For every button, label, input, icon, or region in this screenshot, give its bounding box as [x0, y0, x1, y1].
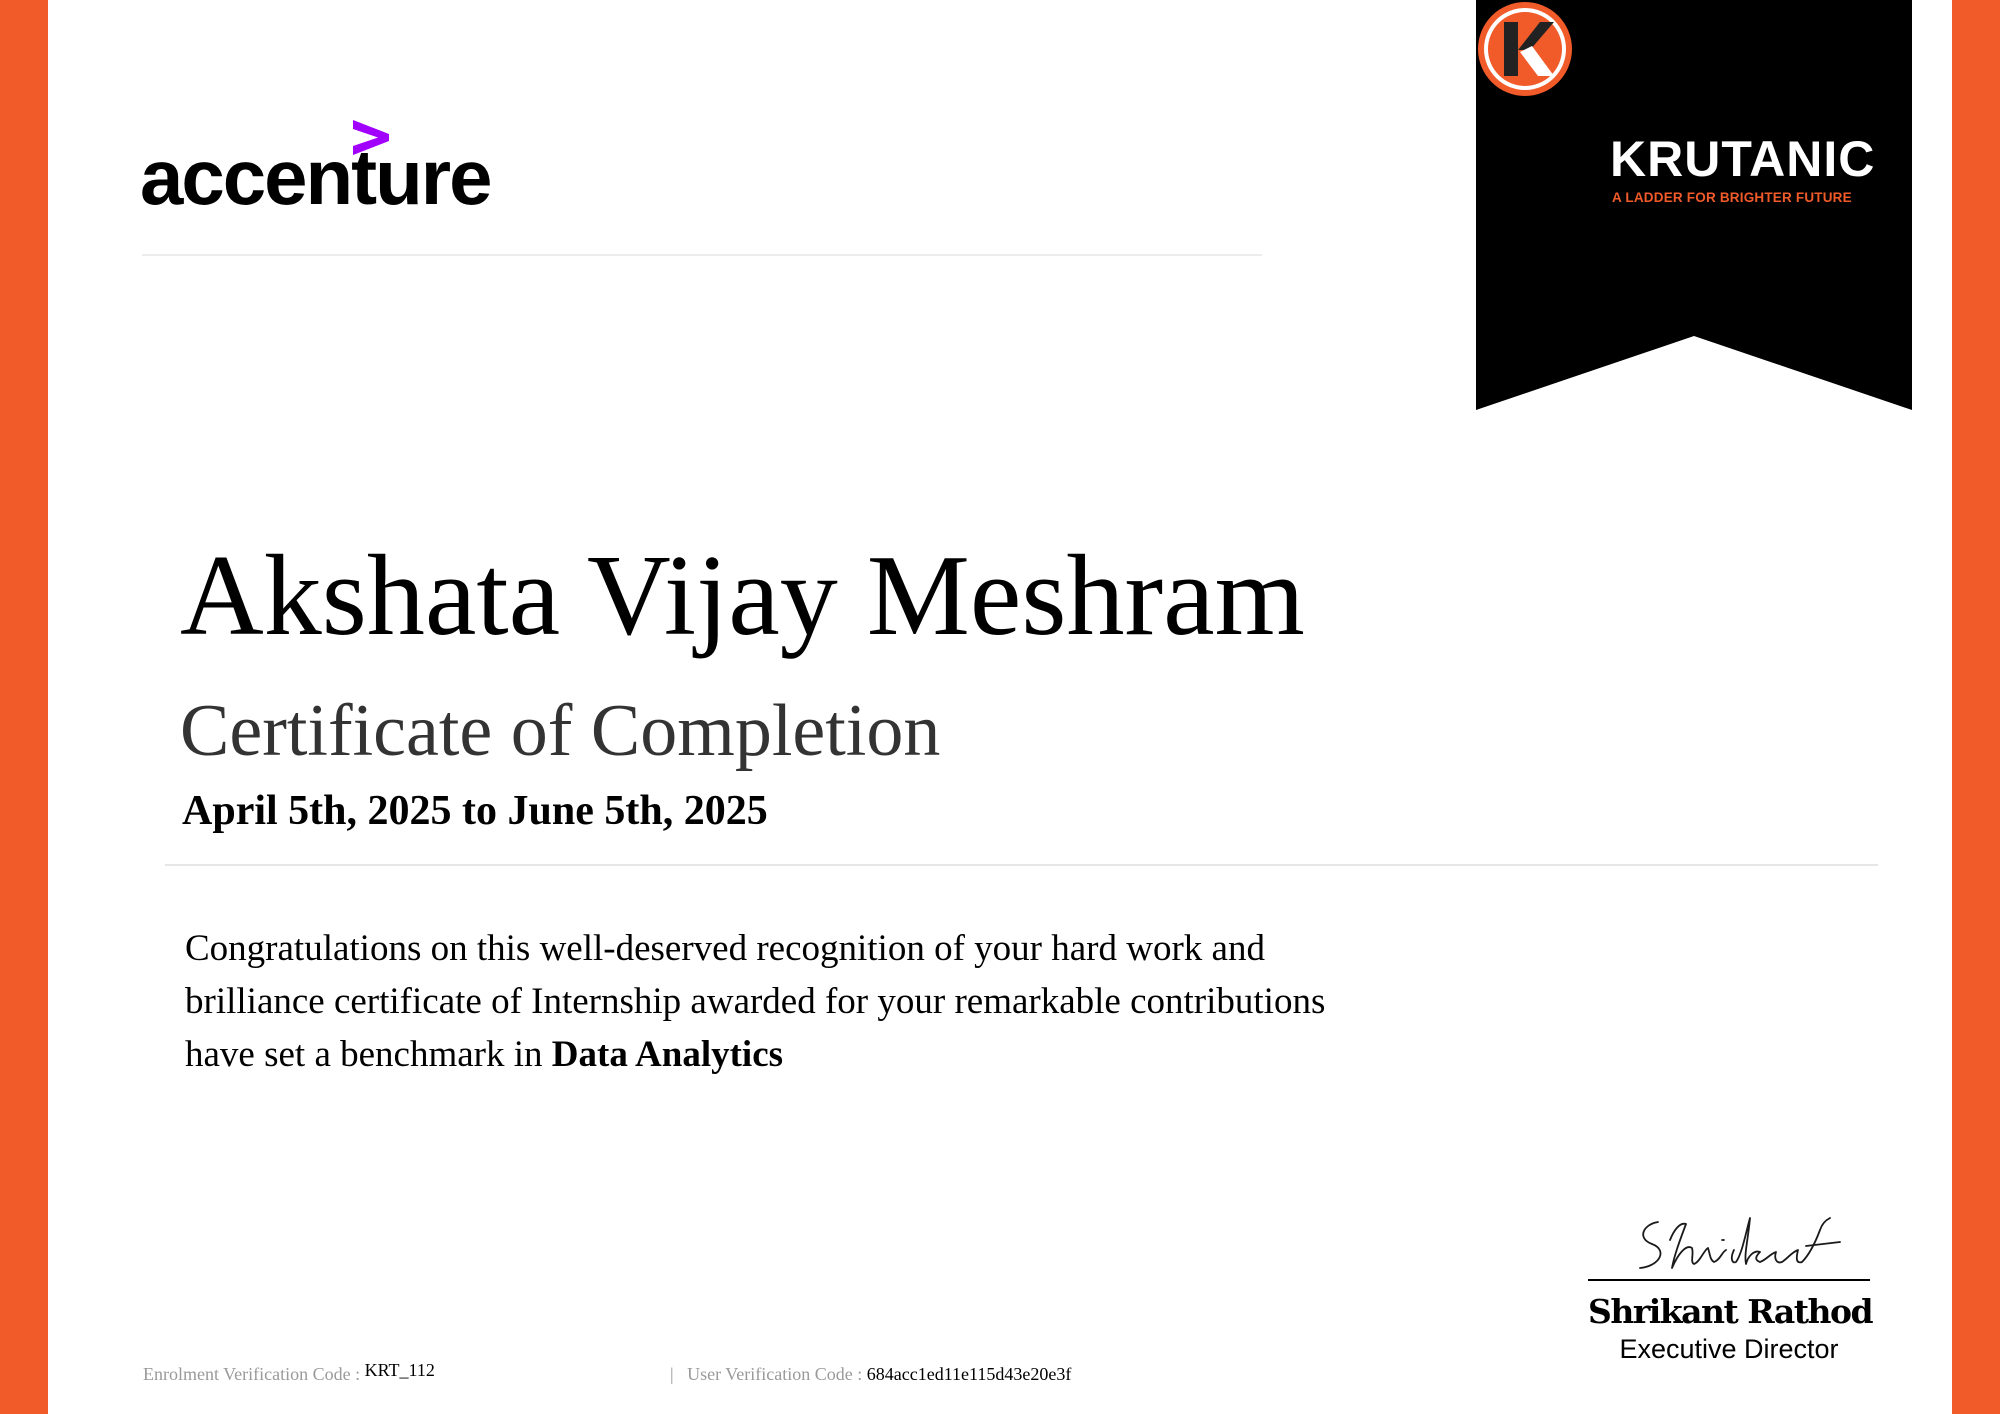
signatory-name: Shrikant Rathod [1588, 1292, 1873, 1331]
signature-line [1588, 1279, 1870, 1281]
enrolment-verification [143, 1360, 435, 1386]
handwritten-signature [1630, 1210, 1850, 1280]
signatory-role: Executive Director [1619, 1334, 1839, 1364]
left-orange-border [0, 0, 48, 1414]
krutanic-k-icon [1476, 0, 1574, 98]
date-range: April 5th, 2025 to June 5th, 2025 [182, 788, 768, 834]
krutanic-ribbon [1476, 0, 1912, 412]
congratulations-paragraph [185, 922, 1505, 1081]
enrolment-code-label: Enrolment Verification Code : [143, 1364, 361, 1384]
user-code-value: 684acc1ed11e115d43e20e3f [866, 1364, 1072, 1384]
krutanic-wordmark: KRUTANIC [1610, 131, 1876, 187]
top-divider [142, 254, 1262, 256]
user-verification [670, 1364, 1071, 1386]
footer-separator: | [670, 1364, 674, 1384]
recipient-name: Akshata Vijay Meshram [180, 532, 1305, 660]
certificate-title: Certificate of Completion [180, 690, 941, 772]
accenture-wordmark: accenture [140, 133, 491, 221]
user-code-label: User Verification Code : [687, 1364, 863, 1384]
enrolment-code-value: KRT_112 [364, 1360, 435, 1380]
internship-domain: Data Analytics [551, 1034, 784, 1075]
right-orange-border [1952, 0, 2000, 1414]
body-line-3-prefix: have set a benchmark in [185, 1034, 552, 1075]
accenture-logo [140, 118, 520, 228]
body-line-1: Congratulations on this well-deserved recognition of your hard work and [185, 928, 1265, 969]
krutanic-tagline: A LADDER FOR BRIGHTER FUTURE [1612, 190, 1852, 205]
middle-divider [165, 864, 1878, 866]
body-line-3 [185, 1028, 1505, 1081]
body-line-2: brilliance certificate of Internship awarded for your remarkable contributions [185, 981, 1326, 1022]
